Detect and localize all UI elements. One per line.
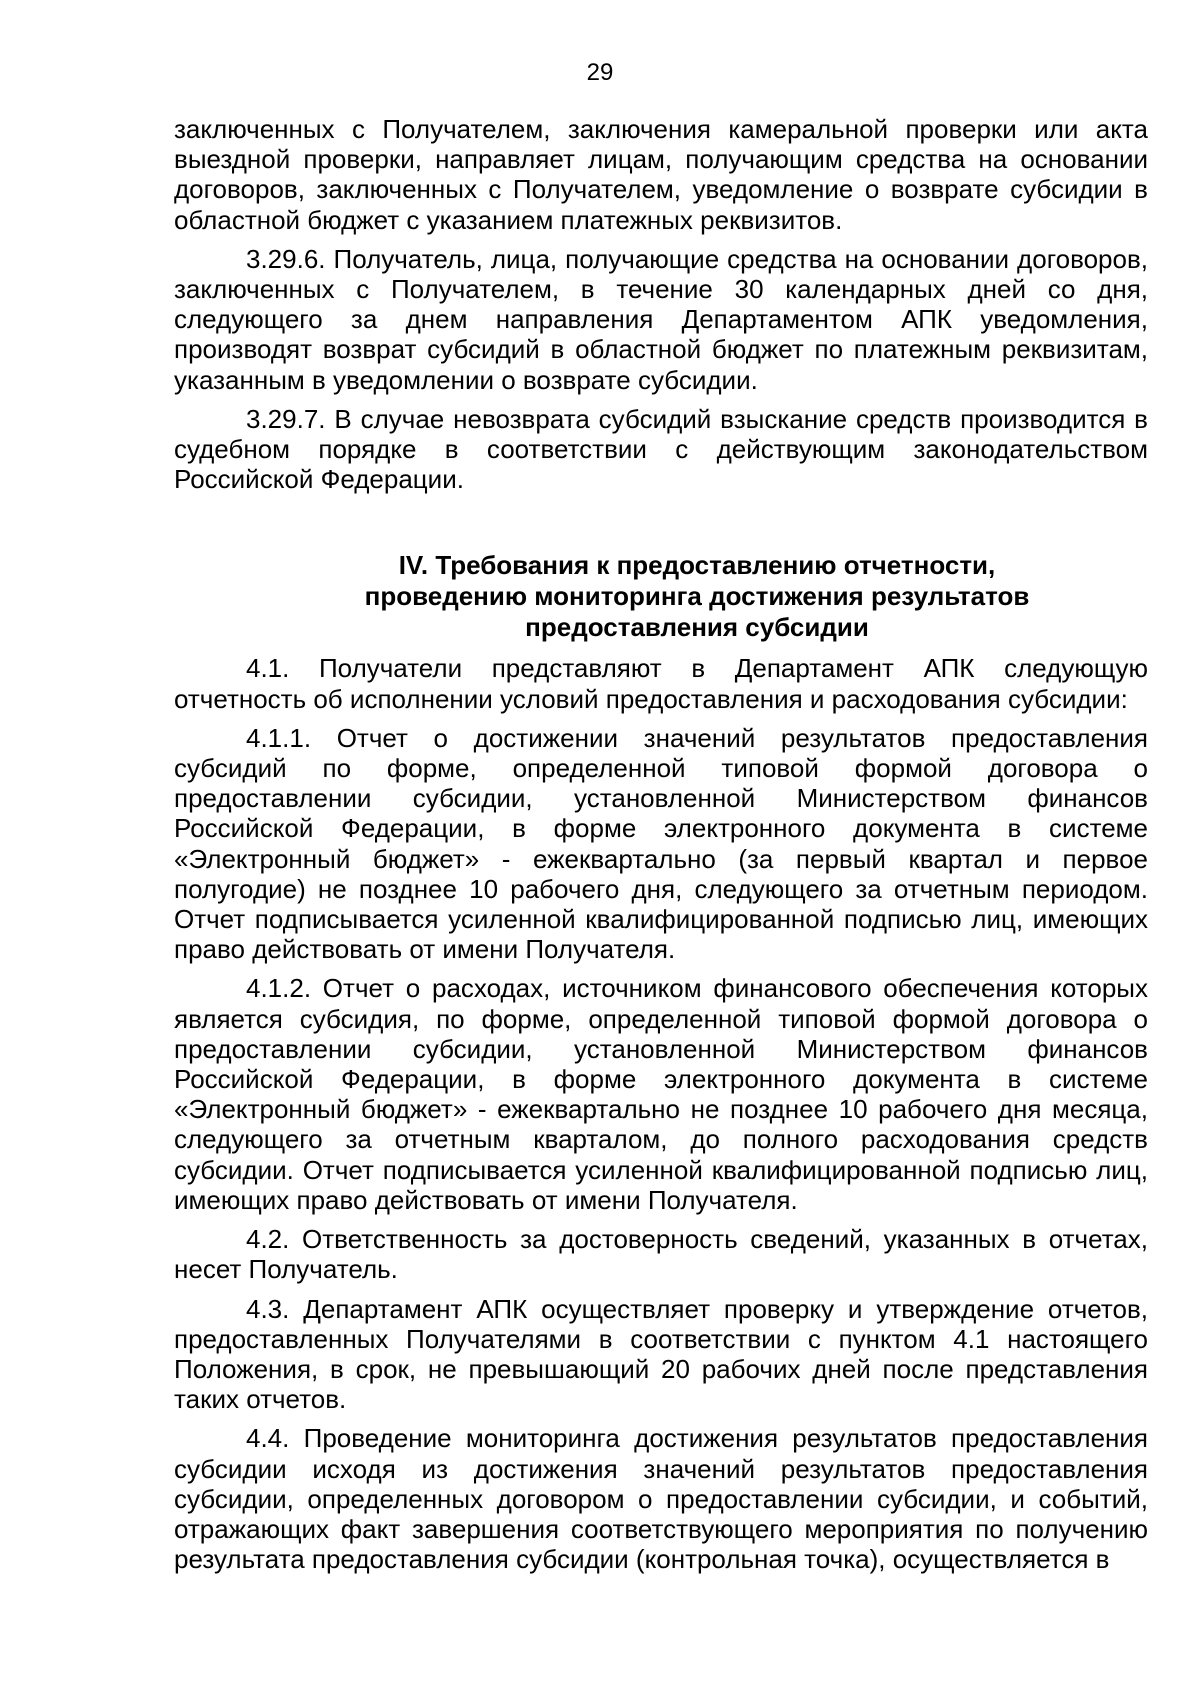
paragraph-4-4: 4.4. Проведение мониторинга достижения результатов предоставления субсидии исходя из достижения значений результатов предоставления субсидии, определенных договором о предоставлении субсидии, и событий, отражающих факт завершения соответствующего мероприятия по получению результата предоставления субсидии (контрольная точка), осуществляется в [174,1423,1148,1575]
paragraph-4-2: 4.2. Ответственность за достоверность сведений, указанных в отчетах, несет Получатель. [174,1224,1148,1285]
paragraph-4-1-1: 4.1.1. Отчет о достижении значений результатов предоставления субсидий по форме, определенной типовой формой договора о предоставлении субсидии, установленной Министерством финансов Российской Федерации, в форме электронного документа в системе «Электронный бюджет» - ежеквартально (за первый квартал и первое полугодие) не позднее 10 рабочего дня, следующего за отчетным периодом. Отчет подписывается усиленной квалифицированной подписью лиц, имеющих право действовать от имени Получателя. [174,722,1148,965]
page-number: 29 [586,59,614,86]
paragraph-4-3: 4.3. Департамент АПК осуществляет проверку и утверждение отчетов, предоставленных Получателями в соответствии с пунктом 4.1 настоящего Положения, в срок, не превышающий 20 рабочих дней после представления таких отчетов. [174,1293,1148,1415]
section-heading-line: проведению мониторинга достижения результатов [364,581,1030,612]
section-heading-iv [174,550,1148,643]
section-heading-line: предоставления субсидии [525,612,869,643]
section-heading-line: IV. Требования к предоставлению отчетности, [398,550,996,581]
paragraph-3-29-6: 3.29.6. Получатель, лица, получающие средства на основании договоров, заключенных с Получателем, в течение 30 календарных дней со дня, следующего за днем направления Департаментом АПК уведомления, производят возврат субсидий в областной бюджет по платежным реквизитам, указанным в уведомлении о возврате субсидии. [174,243,1148,395]
paragraph-4-1-2: 4.1.2. Отчет о расходах, источником финансового обеспечения которых является субсидия, по форме, определенной типовой формой договора о предоставлении субсидии, установленной Министерством финансов Российской Федерации, в форме электронного документа в системе «Электронный бюджет» - ежеквартально не позднее 10 рабочего дня месяца, следующего за отчетным кварталом, до полного расходования средств субсидии. Отчет подписывается усиленной квалифицированной подписью лиц, имеющих право действовать от имени Получателя. [174,973,1148,1215]
paragraph-4-1: 4.1. Получатели представляют в Департамент АПК следующую отчетность об исполнении условий предоставления и расходования субсидии: [174,653,1148,714]
document-body [174,114,1148,1583]
paragraph-3-29-7: 3.29.7. В случае невозврата субсидий взыскание средств производится в судебном порядке в соответствии с действующим законодательством Российской Федерации. [174,403,1148,495]
paragraph-continuation: заключенных с Получателем, заключения камеральной проверки или акта выездной проверки, направляет лицам, получающим средства на основании договоров, заключенных с Получателем, уведомление о возврате субсидии в областной бюджет с указанием платежных реквизитов. [174,114,1148,235]
